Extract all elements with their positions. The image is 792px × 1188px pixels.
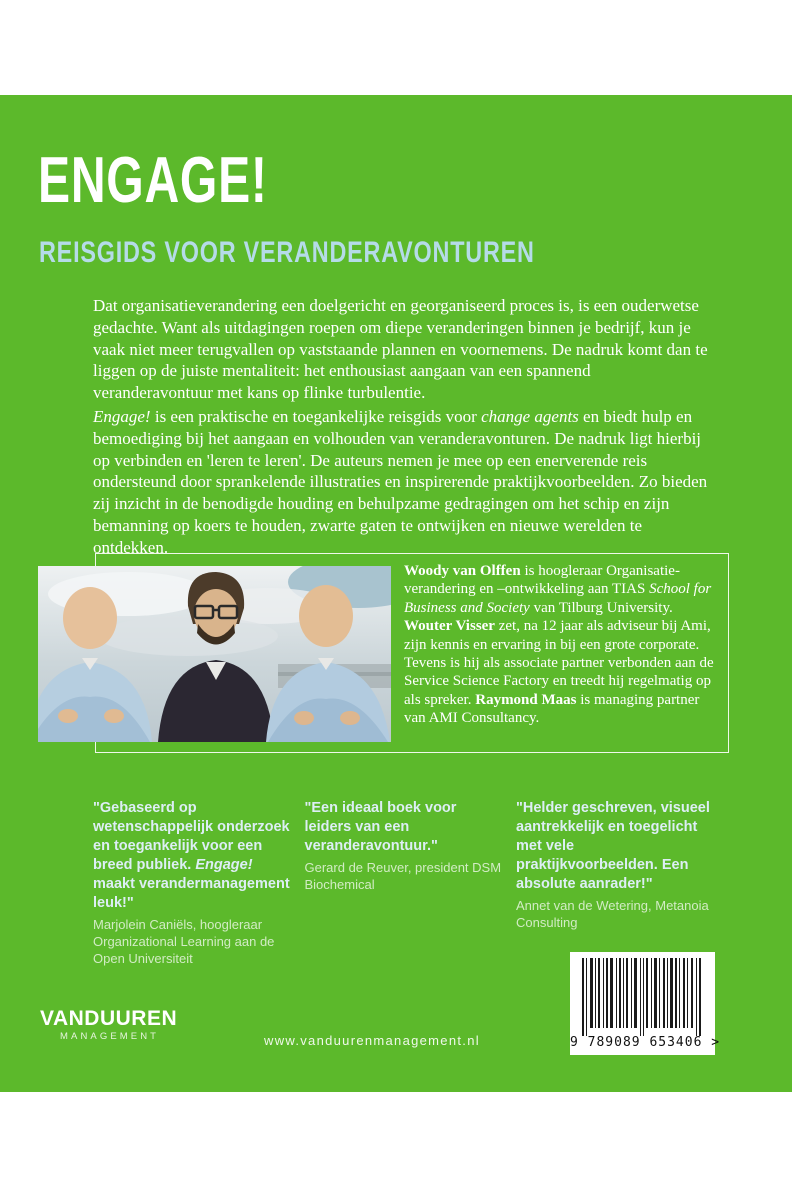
publisher-website: www.vanduurenmanagement.nl <box>264 1033 480 1048</box>
book-title: ENGAGE! <box>38 143 268 216</box>
description-paragraph <box>93 406 710 559</box>
quote-attribution: Annet van de Wetering, Metanoia Consulting <box>516 898 709 930</box>
barcode-arrow: > <box>711 1035 721 1050</box>
bio-text-1: is hoogleraar Organisatieverandering en –ontwikkeling aan TIAS <box>404 563 680 598</box>
quote-text <box>305 799 502 856</box>
cover-green-panel <box>0 95 792 1092</box>
author-name-woody: Woody van Olffen <box>404 563 521 579</box>
bio-text-4: is managing partner van AMI Consultancy. <box>404 691 700 727</box>
school-name-italic: School for Business and Society <box>404 581 712 616</box>
book-title-italic: Engage! <box>93 407 151 426</box>
testimonial-quote-2 <box>305 799 502 967</box>
isbn-digits: 9 789089 653406 <box>570 1035 703 1050</box>
testimonials-row <box>93 799 713 967</box>
author-name-wouter: Wouter Visser <box>404 618 495 635</box>
description-text-1: is een praktische en toegankelijke reisgids voor <box>150 407 482 426</box>
quote-1-italic: Engage! <box>195 857 253 873</box>
author-name-raymond: Raymond Maas <box>475 691 577 708</box>
authors-bio <box>404 562 722 728</box>
change-agents-italic: change agents <box>481 407 579 426</box>
quote-text <box>516 799 713 894</box>
authors-photo <box>38 566 391 742</box>
quote-1-text-end: maakt verandermanagement leuk!" <box>93 876 290 911</box>
quote-attribution: Gerard de Reuver, president DSM Biochemical <box>304 860 502 892</box>
publisher-logo <box>40 1007 177 1042</box>
quote-1-text: "Gebaseerd op wetenschappelijk onderzoek en toegankelijk voor een breed publiek. <box>93 800 290 873</box>
quote-2-text: "Een ideaal boek voor leiders van een veranderavontuur." <box>304 800 457 854</box>
isbn-barcode <box>570 952 721 1055</box>
intro-paragraph: Dat organisatieverandering een doelgericht en georganiseerd proces is, is een ouderwetse gedachte. Want als uitdagingen roepen om diepe veranderingen binnen je bedrijf, kun je vaak niet meer terugvallen op vaststaande plannen en voornemens. De nadruk komt dan te liggen op de juiste mentaliteit: het enthousiast aangaan van een spannend veranderavontuur met kans op flinke turbulentie. <box>93 296 708 403</box>
quote-attribution: Marjolein Caniëls, hoogleraar Organizational Learning aan de Open Universiteit <box>93 917 275 966</box>
testimonial-quote-3 <box>516 799 713 967</box>
testimonial-quote-1 <box>93 799 290 967</box>
book-subtitle: REISGIDS VOOR VERANDERAVONTUREN <box>39 236 535 269</box>
publisher-name: VANDUUREN <box>40 1007 178 1030</box>
description-text-2: en biedt hulp en bemoediging bij het aangaan en volhouden van veranderavonturen. De nadruk ligt hierbij op verbinden en 'leren te leren'. De auteurs nemen je mee op een enerverende reis ondersteund door sprankelende illustraties en inspirerende praktijkvoorbeelden. Zo bieden zij inzicht in de benodigde houding en behulpzame gedragingen om het schip en zijn bemanning op koers te houden, zwarte gaten te ontwijken en nieuwe werelden te ontdekken. <box>93 407 708 557</box>
bio-text-2: van Tilburg University. <box>529 599 673 616</box>
isbn-number <box>570 1035 721 1050</box>
bio-text-3: zet, na 12 jaar als adviseur bij Ami, zijn kennis en ervaring in bij een grote corporate. Tevens is hij als associate partner verbonden aan de Service Science Factory en treedt hij regelmatig op als spreker. <box>404 618 714 708</box>
publisher-division: MANAGEMENT <box>60 1031 160 1043</box>
authors-photo-illustration <box>38 566 391 742</box>
quote-3-text: "Helder geschreven, visueel aantrekkelijk en toegelicht met vele praktijkvoorbeelden. Een absolute aanrader!" <box>516 800 710 892</box>
quote-text <box>93 799 290 913</box>
